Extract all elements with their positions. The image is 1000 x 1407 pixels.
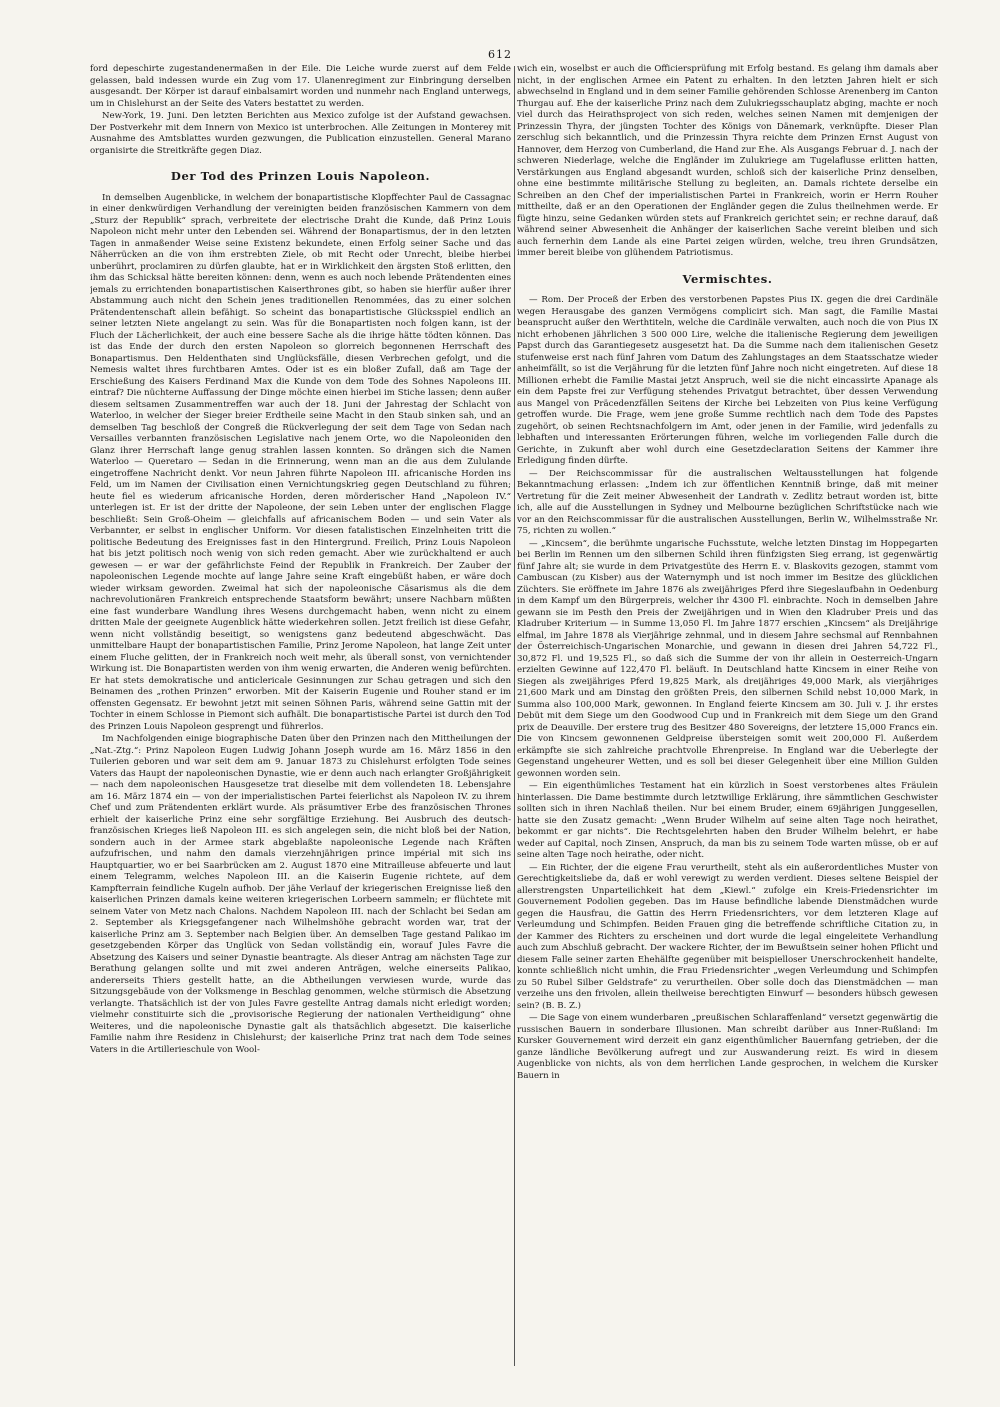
article-continuation: wich ein, woselbst er auch die Officiersprüfung mit Erfolg bestand. Es gelang ihm damals aber nicht, in der englischen Armee ein Patent zu erhalten. In den letzten Jahren hielt er sich abwechselnd in England und in dem seiner Familie gehörenden Schlosse Arenenberg im Canton Thurgau auf. Ehe der kaiserliche Prinz nach dem Zulukriegsschauplatz abging, machte er noch viel durch das Heirathsproject von sich reden, welches seinen Namen mit demjenigen der Prinzessin Thyra, der jüngsten Tochter des Königs von Dänemark, verknüpfte. Dieser Plan zerschlug sich bekanntlich, und die Prinzessin Thyra reichte dem Prinzen Ernst August von Hannover, dem Herzog von Cumberland, die Hand zur Ehe. Als Ausgangs Februar d. J. nach der schweren Niederlage, welche die Engländer im Zulukriege am Tugelaflusse erlitten hatten, Verstärkungen aus England abgesandt wurden, schloß sich der kaiserliche Prinz denselben, ohne eine bestimmte militärische Stellung zu begleiten, an. Damals richtete derselbe ein Schreiben an den Chef der imperialistischen Partei in Frankreich, worin er Herrn Rouher mittheilte, daß er an den Operationen der Engländer gegen die Zulus theilnehmen werde. Er fügte hinzu, seine Gedanken würden stets auf Frankreich gerichtet sein; er rechne darauf, daß während seiner Abwesenheit die Anhänger der kaiserlichen Sache vereint bleiben und sich auch fernerhin dem Lande als eine Partei zeigen würden, welche, treu ihren Grundsätzen, immer bereit bleibe von glühendem Patriotismus. bbox=[517, 64, 938, 258]
right-column bbox=[517, 64, 938, 1382]
news-item: — Ein Richter, der die eigene Frau verurtheilt, steht als ein außerordentliches Muster von Gerechtigkeitsliebe da, daß er wohl verewigt zu werden verdient. Dieses seltene Beispiel der allerstrengsten Unparteilichkeit hat dem „Kiewl.“ zufolge ein Kreis-Friedensrichter im Gouvernement Podolien gegeben. Das im Hause befindliche labende Dienstmädchen wurde gegen die Hausfrau, die Gattin des Herrn Friedensrichters, vor dem letzteren Klage auf Verleumdung und Schimpfen. Beiden Frauen ging die betreffende schriftliche Citation zu, in der Kammer des Richters zu erscheinen und dort wurde die legal eingeleitete Verhandlung auch zum Abschluß gebracht. Der wackere Richter, der im Bewußtsein seiner hohen Pflicht und diesem Falle seiner zarten Ehehälfte gegenüber mit beispielloser Unerschrockenheit handelte, konnte schließlich nicht umhin, die Frau Friedensrichter „wegen Verleumdung und Schimpfen zu 50 Rubel Silber Geldstrafe“ zu verurtheilen. Ober solle doch das Dienstmädchen — man verzeihe uns den frivolen, allein theilweise berechtigten Einwurf — besonders hübsch gewesen sein? (B. B. Z.) bbox=[517, 862, 938, 1011]
article-paragraph: In demselben Augenblicke, in welchem der bonapartistische Klopffechter Paul de Cassagnac in einer denkwürdigen Verhandlung der vereinigten beiden französischen Kammern von dem „Sturz der Republik“ sprach, verbreitete der electrische Draht die Kunde, daß Prinz Louis Napoleon nicht mehr unter den Lebenden sei. Während der Bonapartismus, der in den letzten Tagen in anmaßender Weise seine Existenz bekundete, einen Erfolg seiner Sache und das Näherrücken an die von ihm erstrebten Ziele, ob mit Recht oder Unrecht, bleibe hierbei unberührt, proclamiren zu dürfen glaubte, hat er in Wirklichkeit den ärgsten Stoß erlitten, den ihm das Schicksal hätte bereiten können: denn, wenn es auch noch lebende Prätendenten eines jemals zu errichtenden bonapartistischen Kaiserthrones gibt, so haben sie hierfür außer ihrer Abstammung auch nicht den Schein jenes traditionellen Renommées, das zu einer solchen Prätendentenschaft allein befähigt. So scheint das bonapartistische Glücksspiel endlich an seiner letzten Niete angelangt zu sein. Was für die Bonapartisten noch folgen kann, ist der Fluch der Lächerlichkeit, der auch eine bessere Sache als die ihrige hätte tödten können. Das ist das Ende der durch den ersten Napoleon so glorreich begonnenen Herrschaft des Bonapartismus. Den Heldenthaten sind Unglücksfälle, diesen Verbrechen gefolgt, und die Nemesis waltet ihres furchtbaren Amtes. Oder ist es ein bloßer Zufall, daß am Tage der Erschießung des Kaisers Ferdinand Max die Kunde von dem Tode des Sohnes Napoleons III. eintraf? Die nüchterne Auffassung der Dinge möchte einen hierbei im Stiche lassen; denn außer diesem seltsamen Zusammentreffen war auch der 18. Juni der Jahrestag der Schlacht von Waterloo, in welcher der Sieger breier Erdtheile seine Macht in den Staub sinken sah, und an demselben Tag beschloß der Congreß die Rückverlegung der seit dem Tage von Sedan nach Versailles verbannten französischen Legislative nach jenem Orte, wo die Napoleoniden den Glanz ihrer Herrschaft lange genug strahlen lassen konnten. So drängen sich die Namen Waterloo — Queretaro — Sedan in die Erinnerung, wenn man an die aus dem Zululande eingetroffene Nachricht denkt. Vor neun Jahren führte Napoleon III. africanische Horden ins Feld, um im Namen der Civilisation einen Vernichtungskrieg gegen Deutschland zu führen; heute fiel es wiederum africanische Horden, deren mörderischer Hand „Napoleon IV.“ unterlegen ist. Er ist der dritte der Napoleone, der sein Leben unter der englischen Flagge beschließt: Sein Groß-Oheim — gleichfalls auf africanischem Boden — und sein Vater als Verbannter, er selbst in englischer Uniform. Vor diesen fatalistischen Einzelnheiten tritt die politische Bedeutung des Ereignisses fast in den Hintergrund. Freilich, Prinz Louis Napoleon hat bis jetzt politisch noch wenig von sich reden gemacht. Aber wie zurückhaltend er auch gewesen — er war der gefährlichste Feind der Republik in Frankreich. Der Zauber der napoleonischen Legende mochte auf lange Jahre seine Kraft eingebüßt haben, er wäre doch wieder wirksam geworden. Zweimal hat sich der napoleonische Cäsarismus als die dem nachrevolutionären Frankreich entsprechende Staatsform bewährt; unsere Nachbarn müßten eine fast wunderbare Wandlung ihres Wesens durchgemacht haben, wenn nicht zu einem dritten Male der geeignete Augenblick hätte wiederkehren sollen. Jetzt freilich ist diese Gefahr, wenn nicht vollständig beseitigt, so wenigstens ganz bedeutend abgeschwächt. Das unmittelbare Haupt der bonapartistischen Familie, Prinz Jerome Napoleon, hat lange Zeit unter einem Fluche gelitten, der in Frankreich noch weit mehr, als überall sonst, von vernichtender Wirkung ist. Die Bonapartisten werden von ihm wenig erwarten, die Anderen wenig befürchten. Er hat stets demokratische und anticlericale Gesinnungen zur Schau getragen und sich den Beinamen des „rothen Prinzen“ erworben. Mit der Kaiserin Eugenie und Rouher stand er im offensten Gegensatz. Er bewohnt jetzt mit seinen Söhnen Paris, während seine Gattin mit der Tochter in einem Schlosse in Piemont sich aufhält. Die bonapartistische Partei ist durch den Tod des Prinzen Louis Napoleon gesprengt und führerlos. bbox=[90, 192, 511, 732]
report-paragraph: New-York, 19. Juni. Den letzten Berichten aus Mexico zufolge ist der Aufstand gewachsen. Der Postverkehr mit dem Innern von Mexico ist unterbrochen. Alle Zeitungen in Monterey mit Ausnahme des Amtsblattes wurden gezwungen, die Publication einzustellen. General Marano organisirte die Streitkräfte gegen Diaz. bbox=[90, 111, 511, 156]
news-item: — Der Reichscommissar für die australischen Weltausstellungen hat folgende Bekanntmachung erlassen: „Indem ich zur öffentlichen Kenntniß bringe, daß mit meiner Vertretung für die Zeit meiner Abwesenheit der Landrath v. Zedlitz betraut worden ist, bitte ich, alle auf die Ausstellungen in Sydney und Melbourne bezüglichen Schriftstücke nach wie vor an den Reichscommissar für die australischen Ausstellungen, Berlin W., Wilhelmsstraße Nr. 75, richten zu wollen.“ bbox=[517, 468, 938, 536]
article-paragraph: Im Nachfolgenden einige biographische Daten über den Prinzen nach den Mittheilungen der „Nat.-Ztg.“: Prinz Napoleon Eugen Ludwig Johann Joseph wurde am 16. März 1856 in den Tuilerien geboren und war seit dem am 9. Januar 1873 zu Chislehurst erfolgten Tode seines Vaters das Haupt der napoleonischen Dynastie, wie er denn auch nach erlangter Großjährigkeit — nach dem napoleonischen Hausgesetze trat dieselbe mit dem vollendeten 18. Lebensjahre am 16. März 1874 ein — von der imperialistischen Partei feierlichst als Napoleon IV. zu ihrem Chef und zum Prätendenten erklärt wurde. Als präsumtiver Erbe des französischen Thrones erhielt der kaiserliche Prinz eine sehr sorgfältige Erziehung. Bei Ausbruch des deutsch-französischen Krieges ließ Napoleon III. es sich angelegen sein, die nicht bloß bei der Nation, sondern auch in der Armee stark abgeblaßte napoleonische Legende nach Kräften aufzufrischen, und nahm den damals vierzehnjährigen prince impérial mit sich ins Hauptquartier, wo er bei Saarbrücken am 2. August 1870 eine Mitrailleuse abfeuerte und laut einem Telegramm, welches Napoleon III. an die Kaiserin Eugenie richtete, auf dem Kampfterrain feindliche Kugeln aufhob. Der jähe Verlauf der kriegerischen Ereignisse ließ den kaiserlichen Prinzen damals keine weiteren kriegerischen Lorbeern sammeln; er flüchtete mit seinem Vater von Metz nach Chalons. Nachdem Napoleon III. nach der Schlacht bei Sedan am 2. September als Kriegsgefangener nach Wilhelmshöhe gebracht worden war, trat der kaiserliche Prinz am 3. September nach Belgien über. An demselben Tage gestand Palikao im gesetzgebenden Körper das Unglück von Sedan vollständig ein, worauf Jules Favre die Absetzung des Kaisers und seiner Dynastie beantragte. Als dieser Antrag am nächsten Tage zur Berathung gelangen sollte und mit zwei anderen Anträgen, welche einerseits Palikao, andererseits Thiers gestellt hatte, an die Abtheilungen verwiesen wurde, wurde das Sitzungsgebäude von der Volksmenge in Beschlag genommen, welche stürmisch die Absetzung verlangte. Thatsächlich ist der von Jules Favre gestellte Antrag damals nicht erledigt worden; vielmehr constituirte sich die „provisorische Regierung der nationalen Vertheidigung“ ohne Weiteres, und die napoleonische Dynastie galt als thatsächlich abgesetzt. Die kaiserliche Familie nahm ihre Residenz in Chislehurst; der kaiserliche Prinz trat nach dem Tode seines Vaters in die Artillerieschule von Wool- bbox=[90, 734, 511, 1055]
page-number: 612 bbox=[488, 48, 512, 61]
news-item: — Ein eigenthümliches Testament hat ein kürzlich in Soest verstorbenes altes Fräulein hinterlassen. Die Dame bestimmte durch letztwillige Erklärung, ihre sämmtlichen Geschwister sollten sich in ihren Nachlaß theilen. Nur bei einem Bruder, einem 69jährigen Junggesellen, hatte sie den Zusatz gemacht: „Wenn Bruder Wilhelm auf seine alten Tage noch heirathet, bekommt er gar nichts“. Die Rechtsgelehrten haben den Bruder Wilhelm belehrt, er habe weder auf Capital, noch Zinsen, Anspruch, da man bis zu seinem Tode warten müsse, ob er auf seine alten Tage noch heirathe, oder nicht. bbox=[517, 781, 938, 860]
news-item: — Die Sage von einem wunderbaren „preußischen Schlaraffenland“ versetzt gegenwärtig die russischen Bauern in sonderbare Illusionen. Man schreibt darüber aus Inner-Rußland: Im Kursker Gouvernement wird derzeit ein ganz eigenthümlicher Bauernfang getrieben, der die ganze ländliche Bevölkerung aufregt und zur Auswanderung reizt. Es wird in diesem Augenblicke von nichts, als von dem herrlichen Lande gesprochen, in welchem die Kursker Bauern in bbox=[517, 1013, 938, 1081]
section-title: Vermischtes. bbox=[682, 271, 773, 286]
news-item: — Rom. Der Proceß der Erben des verstorbenen Papstes Pius IX. gegen die drei Cardinäle wegen Herausgabe des ganzen Vermögens complicirt sich. Man sagt, die Familie Mastai beansprucht außer den Werthtiteln, welche die Cardinäle verwalten, auch noch die von Pius IX nicht erhobenen jährlichen 3 500 000 Lire, welche die italienische Regierung dem jeweiligen Papst durch das Garantiegesetz ausgesetzt hat. Da die Summe nach dem italienischen Gesetz stufenweise erst nach fünf Jahren vom Datum des Zahlungstages an dem Staatsschatze wieder anheimfällt, so ist die Verjährung für die letzten fünf Jahre noch nicht eingetreten. Auf diese 18 Millionen erhebt die Familie Mastai jetzt Anspruch, weil sie die nicht eincassirte Apanage als ein dem Papste frei zur Verfügung stehendes Privatgut betrachtet, über dessen Verwendung aus Mangel von Präcedenzfällen Seitens der Kirche bei Lebzeiten von Pius keine Verfügung getroffen wurde. Die Frage, wem jene große Summe rechtlich nach dem Tode des Papstes zugehört, ob seinen Rechtsnachfolgern im Amt, oder jenen in der Familie, wird jedenfalls zu lebhaften und interessanten Erörterungen führen, welche im vorliegenden Falle durch die Gerichte, in Zukunft aber wohl durch eine Gesetzdeclaration Seitens der Kammer ihre Erledigung finden dürfte. bbox=[517, 295, 938, 466]
article-title: Der Tod des Prinzen Louis Napoleon. bbox=[170, 169, 431, 183]
news-item: — „Kincsem“, die berühmte ungarische Fuchsstute, welche letzten Dinstag im Hoppegarten bei Berlin im Rennen um den silbernen Schild ihren fünfzigsten Sieg errang, ist gegenwärtig fünf Jahre alt; sie wurde in dem Privatgestüte des Herrn E. v. Blaskovits gezogen, stammt vom Cambuscan (zu Kisber) aus der Waternymph und ist noch immer im Besitze des glücklichen Züchters. Sie eröffnete im Jahre 1876 als zweijähriges Pferd ihre Siegeslaufbahn in Oedenburg in dem Kampf um den Bürgerpreis, welcher ihr 4300 Fl. einbrachte. Noch in demselben Jahre gewann sie im Pesth den Preis der Zweijährigen und in Wien den Kladruber Preis und das Kladruber Kriterium — in Summe 13,050 Fl. Im Jahre 1877 erschien „Kincsem“ als Dreijährige elfmal, im Jahre 1878 als Vierjährige zehnmal, und in diesem Jahre sechsmal auf Rennbahnen der Österreichisch-Ungarischen Monarchie, und gewann in diesen drei Jahren 54,722 Fl., 30,872 Fl. und 19,525 Fl., so daß sich die Summe der von ihr allein in Oesterreich-Ungarn erzielten Gewinne auf 122,470 Fl. beläuft. In Deutschland hatte Kincsem in einer Reihe von Siegen als zweijähriges Pferd 19,825 Mark, als dreijähriges 49,000 Mark, als vierjähriges 21,600 Mark und am Dinstag den größten Preis, den silbernen Schild nebst 10,000 Mark, in Summa also 100,000 Mark, gewonnen. In England feierte Kincsem am 30. Juli v. J. ihr erstes Debüt mit dem Siege um den Goodwood Cup und in Frankreich mit dem Siege um den Grand prix de Deauville. Der erstere trug des Besitzer 480 Sovereigns, der letztere 15,000 Francs ein. Die von Kincsem gewonnenen Geldpreise übersteigen somit weit 200,000 Fl. Außerdem erkämpfte sie sich zahlreiche prachtvolle Ehrenpreise. In England war die Ueberlegte der Gegenstand ungeheurer Wetten, und es soll bei dieser Gelegenheit über eine Million Gulden gewonnen worden sein. bbox=[517, 538, 938, 779]
report-paragraph: ford depeschirte zugestandenermaßen in der Eile. Die Leiche wurde zuerst auf dem Felde gelassen, bald indessen wurde ein Zug vom 17. Ulanenregiment zur Einbringung derselben ausgesandt. Der Körper ist darauf einbalsamirt worden und nunmehr nach England unterwegs, um in Chislehurst an der Seite des Vaters bestattet zu werden. bbox=[90, 64, 511, 109]
column-divider bbox=[514, 66, 515, 1366]
left-column bbox=[90, 64, 511, 1382]
